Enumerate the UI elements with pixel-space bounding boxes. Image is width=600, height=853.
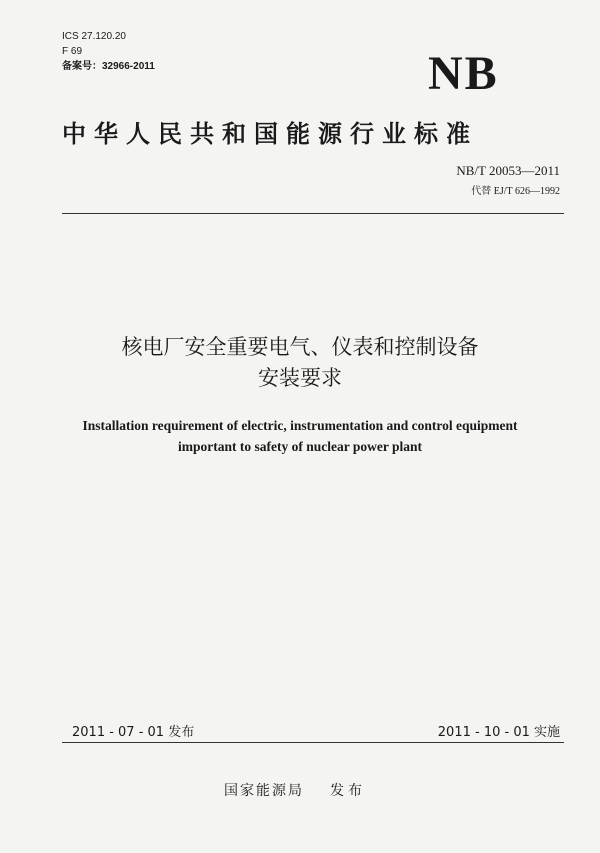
footer-divider — [62, 742, 564, 743]
issuer-action: 发布 — [330, 783, 366, 799]
publish-date: 2011 - 07 - 01 发布 — [72, 725, 195, 740]
header-divider — [62, 213, 564, 214]
issuer-name: 国家能源局 — [224, 783, 304, 799]
standard-number: NB/T 20053—2011 — [456, 163, 560, 178]
title-en-line1: Installation requirement of electric, instrumentation and control equipment — [82, 418, 518, 433]
ics-code: ICS 27.120.20 — [62, 31, 126, 42]
nb-logo: NB — [428, 47, 499, 100]
record-number: 备案号：32966-2011 — [62, 61, 155, 72]
replaces-standard: 代替 EJ/T 626—1992 — [471, 186, 560, 197]
category-code: F 69 — [62, 46, 83, 57]
title-cn-line1: 核电厂安全重要电气、仪表和控制设备 — [121, 335, 479, 359]
title-cn-line2: 安装要求 — [258, 366, 342, 390]
standard-title: 中华人民共和国能源行业标准 — [62, 120, 478, 148]
implement-date: 2011 - 10 - 01 实施 — [437, 725, 560, 740]
issuer — [224, 780, 366, 800]
title-en-line2: important to safety of nuclear power plant — [178, 439, 422, 454]
